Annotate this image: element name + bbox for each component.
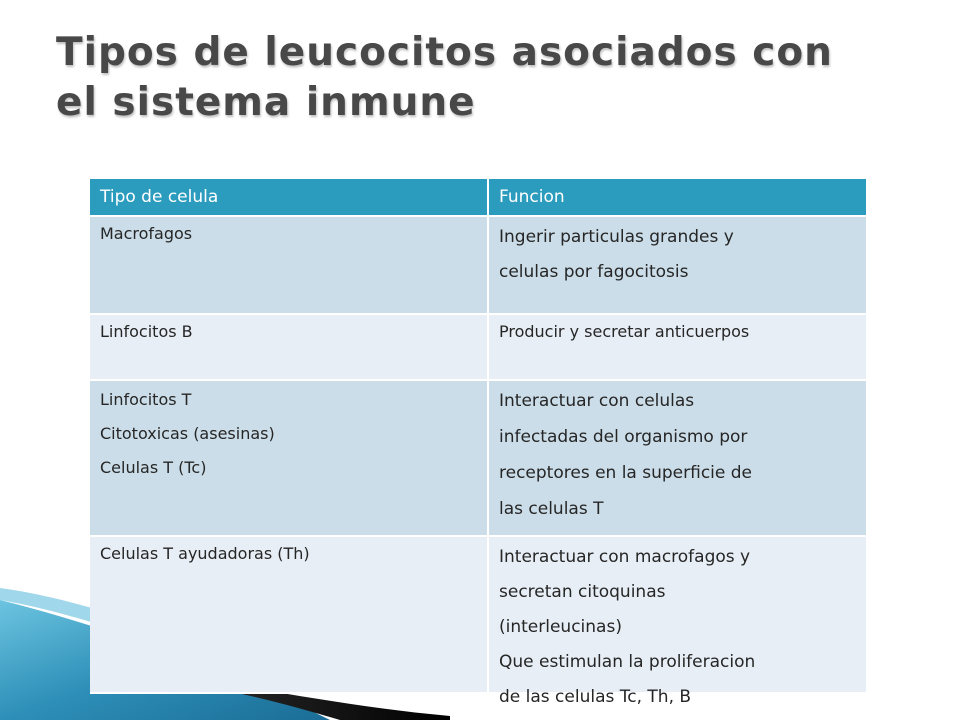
cell-type [90,380,488,536]
cell-type-line: Linfocitos B [100,322,193,341]
function-line: infectadas del organismo por [499,427,748,447]
slide-title [56,28,936,128]
title-line: Tipos de leucocitos asociados con [56,30,833,75]
cell-type-line: Citotoxicas (asesinas) [100,424,275,443]
cell-type-line: Macrofagos [100,224,193,243]
table-row [90,216,866,314]
leukocyte-table [90,179,866,707]
cell-type [90,536,488,693]
function-line: Que estimulan la proliferacion [499,652,756,672]
header-function: Funcion [488,179,866,216]
cell-type-line: Celulas T ayudadoras (Th) [100,544,310,563]
function-line: Producir y secretar anticuerpos [499,322,750,341]
function-line: celulas por fagocitosis [499,262,689,282]
function-line: Interactuar con macrofagos y [499,547,751,567]
title-line: el sistema inmune [56,80,476,125]
header-cell-type: Tipo de celula [90,179,488,216]
cell-function [488,216,866,314]
cell-type [90,314,488,380]
cell-function [488,314,866,380]
table-row [90,536,866,693]
function-line: de las celulas Tc, Th, B [499,687,692,707]
cell-type-line: Celulas T (Tc) [100,458,207,477]
table-header-row [90,179,866,216]
function-line: (interleucinas) [499,617,622,637]
function-line: receptores en la superficie de [499,463,753,483]
cell-type [90,216,488,314]
table-row [90,380,866,536]
function-line: Ingerir particulas grandes y [499,227,734,247]
cell-type-line: Linfocitos T [100,390,192,409]
cell-function [488,536,866,707]
function-line: secretan citoquinas [499,582,666,602]
function-line: Interactuar con celulas [499,391,695,411]
function-line: las celulas T [499,499,604,519]
table-row [90,314,866,380]
cell-function [488,380,866,536]
